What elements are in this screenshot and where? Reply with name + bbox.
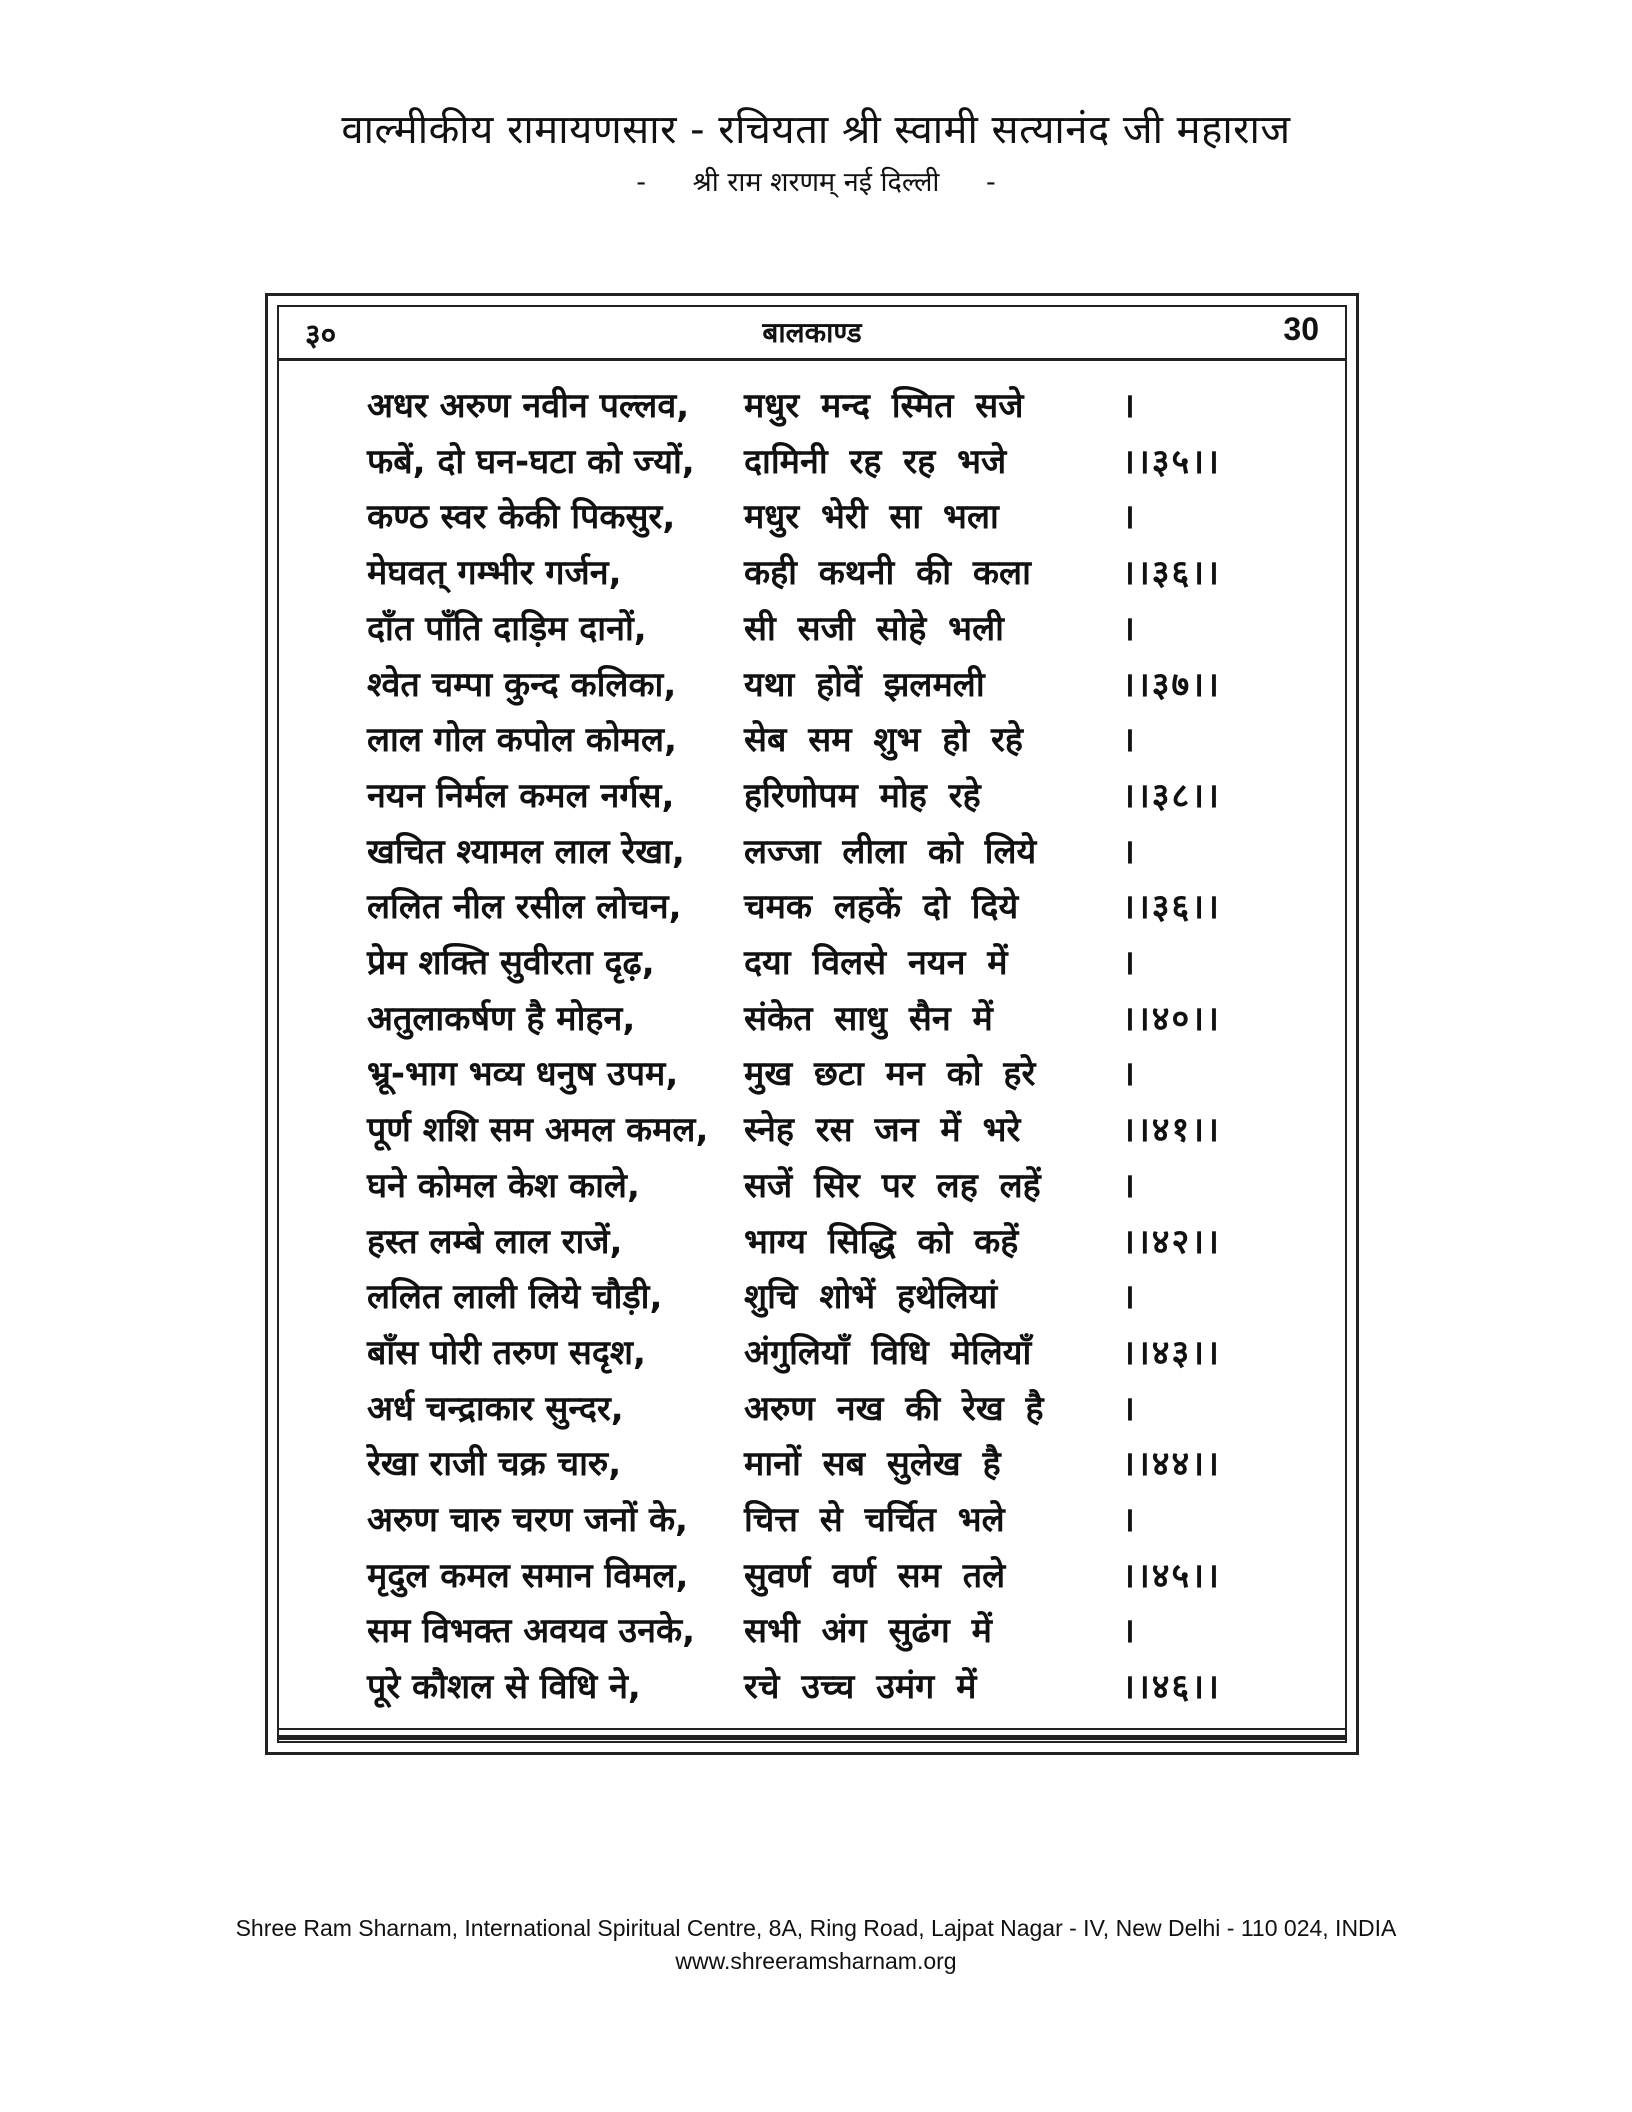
- verse-marker: ।।३६।।: [1122, 887, 1221, 928]
- verse-line: [0, 768, 1632, 824]
- verse-first-half: प्रेम शक्ति सुवीरता दृढ़,: [367, 943, 655, 983]
- verse-marker: ।: [1122, 720, 1137, 761]
- verse-marker: ।।४०।।: [1122, 998, 1221, 1039]
- verse-line: [0, 601, 1632, 657]
- verse-first-half: अधर अरुण नवीन पल्लव,: [367, 386, 690, 426]
- verse-second-half: अंगुलियाँ विधि मेलियाँ: [744, 1332, 1032, 1373]
- verse-marker: ।।४२।।: [1122, 1221, 1221, 1262]
- footer-website: www.shreeramsharnam.org: [675, 1948, 957, 1974]
- verse-first-half: रेखा राजी चक्र चारु,: [367, 1444, 622, 1485]
- verse-marker: ।: [1122, 1388, 1137, 1429]
- verse-first-half: मेघवत् गम्भीर गर्जन,: [367, 553, 622, 594]
- verse-line: [0, 1548, 1632, 1604]
- verse-marker: ।।३७।।: [1122, 664, 1221, 705]
- verse-second-half: भाग्य सिद्धि को कहें: [744, 1221, 1019, 1262]
- verse-marker: ।: [1122, 1611, 1137, 1652]
- verse-first-half: अरुण चारु चरण जनों के,: [367, 1500, 688, 1540]
- verse-second-half: मधुर भेरी सा भला: [744, 497, 999, 538]
- verse-second-half: चित्त से चर्चित भले: [744, 1500, 1005, 1540]
- subtitle-dash-right: -: [985, 167, 996, 198]
- page-header-bar: [277, 305, 1347, 361]
- verse-marker: ।: [1122, 1054, 1137, 1095]
- verse-marker: ।: [1122, 1165, 1137, 1206]
- verse-second-half: सी सजी सोहे भली: [744, 608, 1004, 649]
- verse-first-half: मृदुल कमल समान विमल,: [367, 1555, 689, 1596]
- verse-marker: ।।३६।।: [1122, 553, 1221, 594]
- verse-marker: ।।४३।।: [1122, 1332, 1221, 1373]
- verse-marker: ।।४१।।: [1122, 1110, 1221, 1151]
- verse-first-half: भ्रू-भाग भव्य धनुष उपम,: [367, 1054, 679, 1095]
- verse-line: [0, 1659, 1632, 1715]
- subtitle-dash-left: -: [636, 167, 647, 198]
- verse-marker: ।: [1122, 1500, 1137, 1540]
- verse-second-half: अरुण नख की रेख है: [744, 1388, 1044, 1429]
- verse-first-half: सम विभक्त अवयव उनके,: [367, 1611, 696, 1652]
- verse-second-half: रचे उच्च उमंग में: [744, 1667, 977, 1708]
- verse-line: [0, 1381, 1632, 1437]
- verse-line: [0, 657, 1632, 713]
- verse-first-half: फबें, दो घन-घटा को ज्यों,: [367, 441, 695, 482]
- verse-line: [0, 545, 1632, 601]
- verse-line: [0, 1214, 1632, 1270]
- verse-first-half: खचित श्यामल लाल रेखा,: [367, 831, 685, 872]
- verse-marker: ।: [1122, 497, 1137, 538]
- verse-line: [0, 824, 1632, 880]
- verse-marker: ।: [1122, 386, 1137, 426]
- verse-line: [0, 1436, 1632, 1492]
- verse-first-half: घने कोमल केश काले,: [367, 1165, 640, 1206]
- verse-first-half: नयन निर्मल कमल नर्गस,: [367, 775, 675, 816]
- verse-second-half: कही कथनी की कला: [744, 553, 1031, 594]
- verse-line: [0, 434, 1632, 490]
- verse-first-half: अतुलाकर्षण है मोहन,: [367, 998, 636, 1039]
- verse-first-half: पूर्ण शशि सम अमल कमल,: [367, 1110, 709, 1151]
- verse-marker: ।: [1122, 943, 1137, 983]
- verse-second-half: स्नेह रस जन में भरे: [744, 1110, 1021, 1151]
- verse-first-half: ललित लाली लिये चौड़ी,: [367, 1277, 663, 1318]
- document-subtitle: [0, 162, 1632, 199]
- verse-second-half: मानों सब सुलेख है: [744, 1444, 1001, 1485]
- verse-second-half: शुचि शोभें हथेलियां: [744, 1277, 998, 1318]
- verse-first-half: बाँस पोरी तरुण सदृश,: [367, 1332, 646, 1373]
- verse-second-half: चमक लहकें दो दिये: [744, 887, 1019, 928]
- verse-second-half: दया विलसे नयन में: [744, 943, 1008, 983]
- verse-marker: ।।४६।।: [1122, 1667, 1221, 1708]
- verse-line: [0, 935, 1632, 991]
- subtitle-text: श्री राम शरणम् नई दिल्ली: [692, 167, 940, 198]
- verse-first-half: दाँत पाँति दाड़िम दानों,: [367, 608, 647, 649]
- verse-line: [0, 1325, 1632, 1381]
- verse-second-half: मुख छटा मन को हरे: [744, 1054, 1036, 1095]
- verse-line: [0, 991, 1632, 1047]
- verse-second-half: यथा होवें झलमली: [744, 664, 985, 705]
- footer-address: Shree Ram Sharnam, International Spiritual Centre, 8A, Ring Road, Lajpat Nagar - IV, New Delhi - 110 024, INDIA: [235, 1915, 1397, 1941]
- verse-first-half: अर्ध चन्द्राकार सुन्दर,: [367, 1388, 624, 1429]
- verse-second-half: हरिणोपम मोह रहे: [744, 775, 981, 816]
- verse-marker: ।।४५।।: [1122, 1555, 1221, 1596]
- verse-second-half: सजें सिर पर लह लहें: [744, 1165, 1041, 1206]
- verse-line: [0, 1046, 1632, 1102]
- verse-second-half: संकेत साधु सैन में: [744, 998, 993, 1039]
- verse-second-half: सभी अंग सुढंग में: [744, 1611, 992, 1652]
- verse-line: [0, 1102, 1632, 1158]
- verse-first-half: हस्त लम्बे लाल राजें,: [367, 1221, 623, 1262]
- verse-second-half: मधुर मन्द स्मित सजे: [744, 386, 1024, 426]
- verse-line: [0, 879, 1632, 935]
- page-number-devanagari: ३०: [305, 318, 337, 353]
- verse-line: [0, 1603, 1632, 1659]
- verse-marker: ।।४४।।: [1122, 1444, 1221, 1485]
- verse-first-half: ललित नील रसील लोचन,: [367, 887, 682, 928]
- verse-second-half: लज्जा लीला को लिये: [744, 831, 1037, 872]
- verse-first-half: कण्ठ स्वर केकी पिकसुर,: [367, 497, 676, 538]
- verse-line: [0, 712, 1632, 768]
- verse-second-half: सेब सम शुभ हो रहे: [744, 720, 1023, 761]
- verse-line: [0, 1492, 1632, 1548]
- verse-second-half: सुवर्ण वर्ण सम तले: [744, 1555, 1006, 1596]
- verse-first-half: लाल गोल कपोल कोमल,: [367, 720, 677, 761]
- verse-marker: ।: [1122, 608, 1137, 649]
- verse-marker: ।।३८।।: [1122, 775, 1221, 816]
- document-title: वाल्मीकीय रामायणसार - रचियता श्री स्वामी सत्यानंद जी महाराज: [341, 107, 1291, 153]
- verse-line: [0, 1269, 1632, 1325]
- verse-first-half: पूरे कौशल से विधि ने,: [367, 1667, 641, 1708]
- verse-marker: ।।३५।।: [1122, 441, 1221, 482]
- verse-line: [0, 489, 1632, 545]
- verse-line: [0, 1158, 1632, 1214]
- page-number-latin: 30: [1283, 311, 1319, 347]
- verse-line: [0, 378, 1632, 434]
- verse-marker: ।: [1122, 1277, 1137, 1318]
- verse-marker: ।: [1122, 831, 1137, 872]
- page-frame-bottom-rule: [277, 1728, 1347, 1740]
- verse-second-half: दामिनी रह रह भजे: [744, 441, 1007, 482]
- section-title: बालकाण्ड: [762, 316, 862, 349]
- verse-first-half: श्वेत चम्पा कुन्द कलिका,: [367, 664, 677, 705]
